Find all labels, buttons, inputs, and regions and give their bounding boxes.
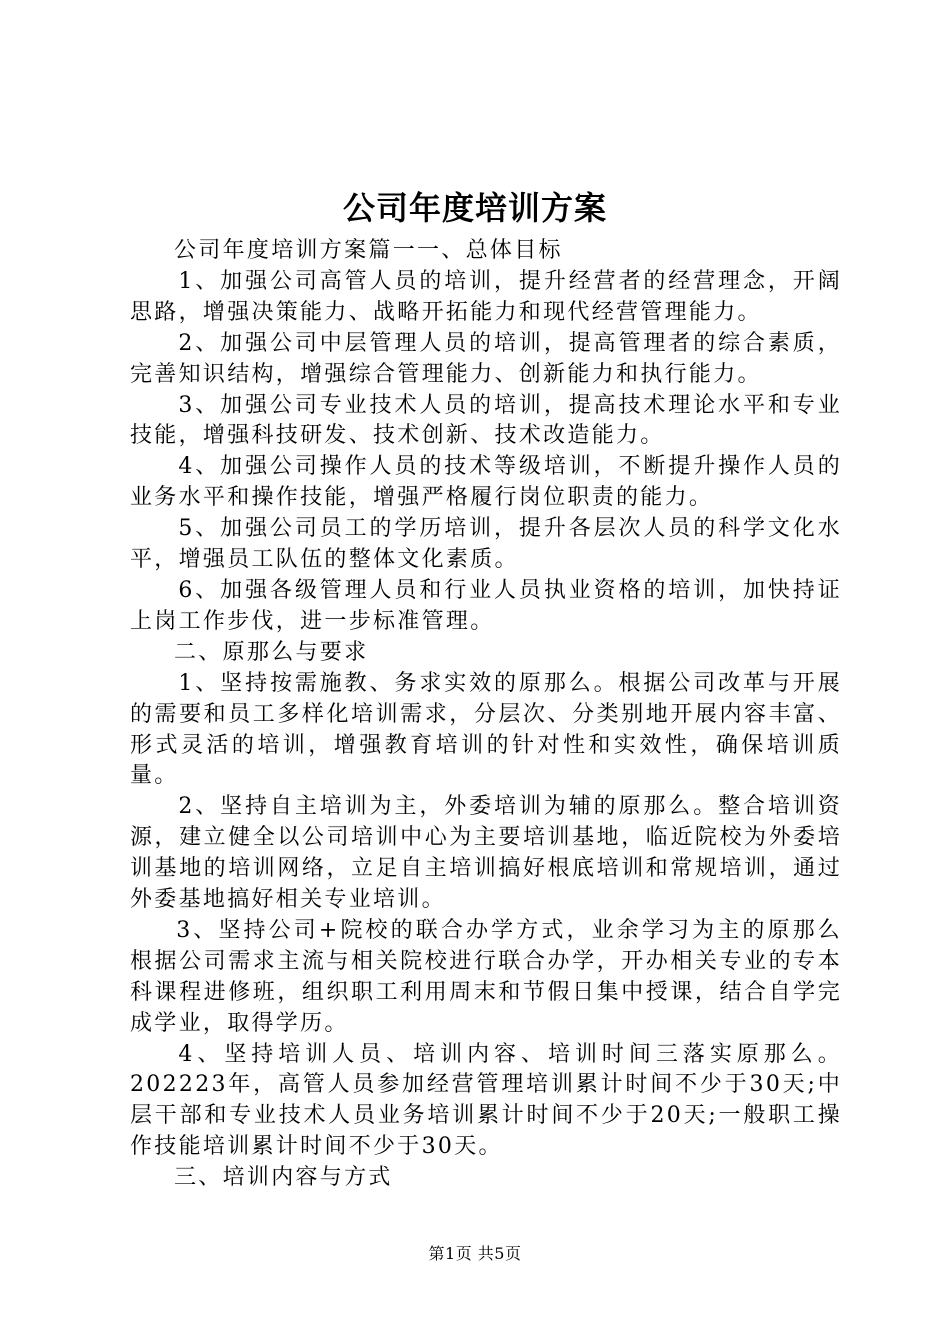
paragraph-principle-4: 4、坚持培训人员、培训内容、培训时间三落实原那么。202223年，高管人员参加经营管理培训累计时间不少于30天;中层干部和专业技术人员业务培训累计时间不少于20天;一般职工操作技能培训累计时间不少于30天。 — [130, 1041, 842, 1160]
paragraph-principle-3: 3、坚持公司+院校的联合办学方式，业余学习为主的原那么根据公司需求主流与相关院校进行联合办学，开办相关专业的专本科课程进修班，组织职工利用周末和节假日集中授课，结合自学完成学业，取得学历。 — [130, 917, 842, 1036]
document-body — [130, 236, 842, 1194]
paragraph-principle-1: 1、坚持按需施教、务求实效的原那么。根据公司改革与开展的需要和员工多样化培训需求，分层次、分类别地开展内容丰富、形式灵活的培训，增强教育培训的针对性和实效性，确保培训质量。 — [130, 670, 842, 789]
paragraph-principle-2: 2、坚持自主培训为主，外委培训为辅的原那么。整合培训资源，建立健全以公司培训中心为主要培训基地，临近院校为外委培训基地的培训网络，立足自主培训搞好根底培训和常规培训，通过外委基地搞好相关专业培训。 — [130, 794, 842, 913]
section-heading-content: 三、培训内容与方式 — [174, 1165, 393, 1191]
paragraph-goal-3: 3、加强公司专业技术人员的培训，提高技术理论水平和专业技能，增强科技研发、技术创新、技术改造能力。 — [130, 392, 842, 449]
paragraph-goal-6: 6、加强各级管理人员和行业人员执业资格的培训，加快持证上岗工作步伐，进一步标准管理。 — [130, 577, 842, 634]
paragraph-goal-5: 5、加强公司员工的学历培训，提升各层次人员的科学文化水平，增强员工队伍的整体文化素质。 — [130, 516, 842, 573]
page-number-footer: 第1页 共5页 — [428, 1244, 522, 1263]
paragraph-intro: 公司年度培训方案篇一一、总体目标 — [174, 238, 563, 263]
section-heading-principles: 二、原那么与要求 — [174, 639, 369, 665]
paragraph-goal-2: 2、加强公司中层管理人员的培训，提高管理者的综合素质，完善知识结构，增强综合管理能力、创新能力和执行能力。 — [130, 330, 842, 387]
document-title: 公司年度培训方案 — [342, 189, 607, 227]
paragraph-goal-1: 1、加强公司高管人员的培训，提升经营者的经营理念，开阔思路，增强决策能力、战略开拓能力和现代经营管理能力。 — [130, 268, 842, 325]
paragraph-goal-4: 4、加强公司操作人员的技术等级培训，不断提升操作人员的业务水平和操作技能，增强严格履行岗位职责的能力。 — [130, 454, 842, 511]
